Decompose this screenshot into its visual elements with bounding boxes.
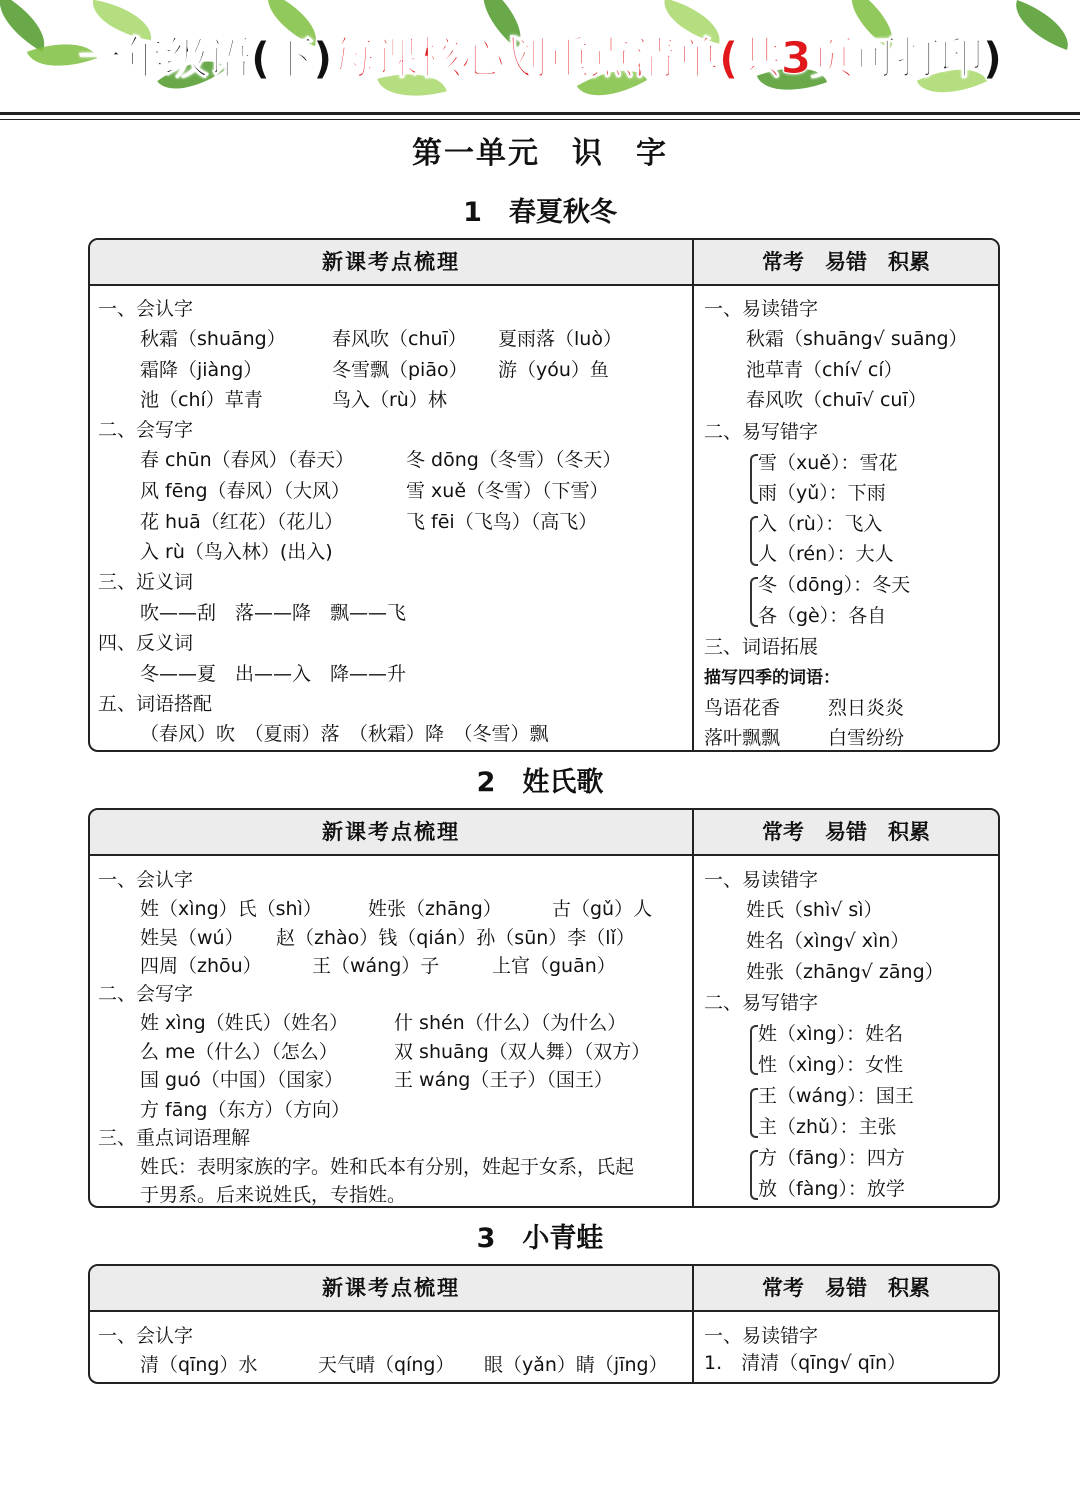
lesson-box (88, 808, 1000, 1208)
word-item: 池（chí）草青 (140, 389, 263, 411)
section-heading: 一、会认字 (98, 298, 194, 320)
header-left: 新课考点梳理 (322, 820, 460, 844)
word-item: 双 shuāng（双人舞）（双方） (394, 1041, 651, 1063)
word-item: （春风）吹 （夏雨）落 （秋霜）降 （冬雪）飘 (140, 723, 549, 745)
column-divider (692, 240, 694, 750)
word-item: 姓（xìng）：姓名 (758, 1023, 904, 1045)
title-part: 共3页 (737, 33, 854, 84)
word-item: 冬（dōng）：冬天 (758, 574, 911, 596)
word-item: 池草青（chí√ cí） (746, 359, 903, 381)
subheading: 描写四季的词语： (704, 668, 840, 688)
column-divider (692, 810, 694, 1206)
box-header (90, 810, 998, 856)
word-item: 冬雪飘（piāo） (332, 359, 468, 381)
section-heading: 三、重点词语理解 (98, 1127, 251, 1149)
brace-bracket (750, 1150, 758, 1200)
word-item: 方 fāng（东方）（方向） (140, 1099, 350, 1121)
box-header (90, 1266, 998, 1312)
section-heading: 三、近义词 (98, 571, 194, 593)
section-heading: 一、易读错字 (704, 298, 819, 320)
word-item: 雨（yǔ）：下雨 (758, 482, 886, 504)
header-right: 常考 易错 积累 (762, 1276, 930, 1300)
title-part: 可打印) (853, 33, 1002, 84)
brace-bracket (750, 454, 758, 504)
word-item: 姓 xìng（姓氏）（姓名） (140, 1012, 349, 1034)
word-item: 姓（xìng）氏（shì） (140, 898, 322, 920)
brace-bracket (750, 577, 758, 627)
word-item: 姓张（zhāng） (368, 898, 502, 920)
word-item: 姓氏（shì√ sì） (746, 899, 883, 921)
word-item: 姓张（zhāng√ zāng） (746, 961, 944, 983)
title-part: 一年级语(下) (78, 33, 332, 84)
section-heading: 二、易写错字 (704, 421, 819, 443)
word-item: 鸟入（rù）林 (332, 389, 447, 411)
lesson-box (88, 238, 1000, 752)
column-divider (692, 1266, 694, 1382)
word-item: 冬 dōng（冬雪）（冬天） (406, 449, 622, 471)
header-left: 新课考点梳理 (322, 250, 460, 274)
word-item: 雪 xuě（冬雪）（下雪） (406, 480, 609, 502)
word-item: 天气晴（qíng） (318, 1354, 455, 1376)
page-title (0, 22, 1080, 86)
header-right: 常考 易错 积累 (762, 820, 930, 844)
word-item: 风 fēng（春风）（大风） (140, 480, 351, 502)
section-heading: 二、会写字 (98, 983, 194, 1005)
word-item: 花 huā（红花）（花儿） (140, 511, 344, 533)
lesson-title: 3 小青蛙 (476, 1223, 604, 1254)
brace-bracket (750, 1025, 758, 1075)
word-item: 国 guó（中国）（国家） (140, 1069, 344, 1091)
lesson-title: 1 春夏秋冬 (463, 197, 617, 228)
word-item: 各（gè）：各自 (758, 605, 887, 627)
paragraph-text: 于男系。后来说姓氏，专指姓。 (140, 1184, 407, 1206)
word-item: 什 shén（什么）（为什么） (394, 1012, 627, 1034)
word-item: 春风吹（chuī） (332, 328, 467, 350)
section-heading: 二、会写字 (98, 419, 194, 441)
unit-title: 第一单元 识 字 (412, 136, 668, 171)
word-item: 冬——夏 出——入 降——升 (140, 663, 407, 685)
section-heading: 一、会认字 (98, 869, 194, 891)
word-item: 春风吹（chuī√ cuī） (746, 389, 927, 411)
header-left: 新课考点梳理 (322, 1276, 460, 1300)
divider (0, 112, 1080, 115)
word-item: 1. 清清（qīng√ qīn） (704, 1352, 907, 1374)
section-heading: 四、反义词 (98, 632, 194, 654)
word-item: 人（rén）：大人 (758, 543, 894, 565)
word-item: 王（wáng）子 (312, 955, 440, 977)
lesson-box (88, 1264, 1000, 1384)
word-item: 王（wáng）：国王 (758, 1085, 914, 1107)
word-item: 吹——刮 落——降 飘——飞 (140, 602, 407, 624)
word-item: 雪（xuě）：雪花 (758, 452, 898, 474)
title-part: 每课核心划重点清单( (331, 33, 738, 84)
section-heading: 五、词语搭配 (98, 693, 213, 715)
word-item: 入（rù）：飞入 (758, 513, 883, 535)
word-item: 游（yóu）鱼 (498, 359, 609, 381)
divider (0, 119, 1080, 120)
word-item: 飞 fēi（飞鸟）（高飞） (406, 511, 598, 533)
section-heading: 一、会认字 (98, 1325, 194, 1347)
word-item: 方（fāng）：四方 (758, 1147, 905, 1169)
section-heading: 一、易读错字 (704, 869, 819, 891)
word-item: 秋霜（shuāng√ suāng） (746, 328, 968, 350)
word-item: 姓吴（wú） (140, 927, 244, 949)
word-item: 春 chūn（春风）（春天） (140, 449, 355, 471)
word-item: 四周（zhōu） (140, 955, 262, 977)
lesson-title: 2 姓氏歌 (476, 767, 604, 798)
word-item: 霜降（jiàng） (140, 359, 263, 381)
section-heading: 一、易读错字 (704, 1325, 819, 1347)
word-item: 夏雨落（luò） (498, 328, 622, 350)
word-item: 落叶飘飘 (704, 727, 781, 749)
header-right: 常考 易错 积累 (762, 250, 930, 274)
word-item: 烈日炎炎 (828, 697, 905, 719)
paragraph-text: 姓氏：表明家族的字。姓和氏本有分别，姓起于女系，氏起 (140, 1156, 635, 1178)
word-item: 眼（yǎn）睛（jīng） (484, 1354, 668, 1376)
section-heading: 三、词语拓展 (704, 636, 819, 658)
word-item: 入 rù（鸟入林）(出入) (140, 541, 333, 563)
word-item: 白雪纷纷 (828, 727, 905, 749)
brace-bracket (750, 516, 758, 566)
word-item: 上官（guān） (492, 955, 616, 977)
word-item: 主（zhǔ）：主张 (758, 1116, 897, 1138)
box-header (90, 240, 998, 286)
header-banner (0, 0, 1080, 112)
word-item: 放（fàng）：放学 (758, 1178, 905, 1200)
word-item: 古（gǔ）人 (552, 898, 653, 920)
word-item: 姓名（xìng√ xìn） (746, 930, 910, 952)
word-item: 清（qīng）水 (140, 1354, 258, 1376)
brace-bracket (750, 1088, 758, 1138)
word-item: 鸟语花香 (704, 697, 781, 719)
word-item: 王 wáng（王子）（国王） (394, 1069, 613, 1091)
word-item: 性（xìng）：女性 (758, 1054, 904, 1076)
word-item: 赵（zhào）钱（qián）孙（sūn）李（lǐ） (276, 927, 635, 949)
section-heading: 二、易写错字 (704, 992, 819, 1014)
word-item: 秋霜（shuāng） (140, 328, 286, 350)
word-item: 么 me（什么）（怎么） (140, 1041, 338, 1063)
